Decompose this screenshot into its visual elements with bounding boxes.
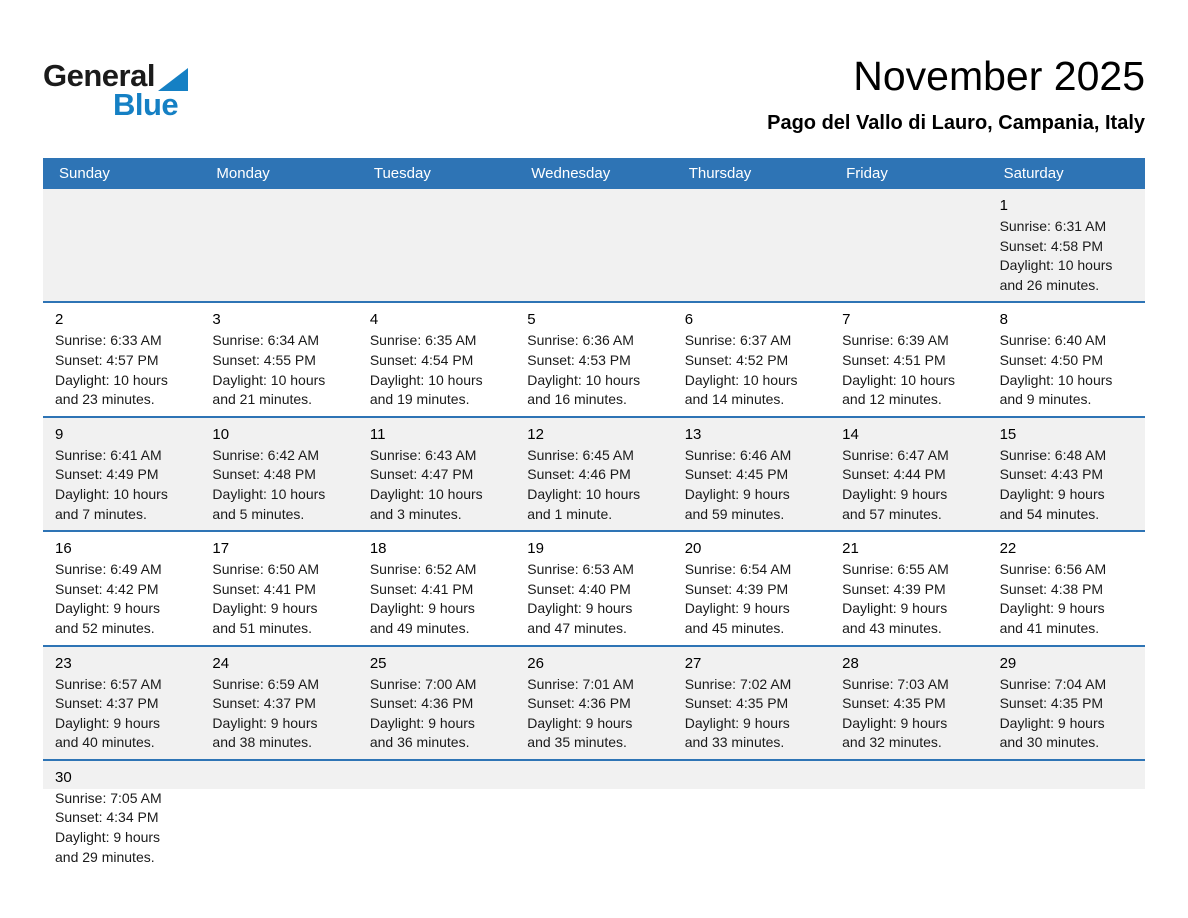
weekday-header-thursday: Thursday (688, 165, 752, 182)
day-number: 13 (684, 425, 702, 443)
empty-day-cell (515, 189, 672, 301)
day-cell-29 (988, 647, 1145, 759)
sunset-text: Sunset: 4:50 PM (999, 351, 1104, 368)
sunrise-text: Sunrise: 6:49 AM (55, 561, 162, 578)
sunset-text: Sunset: 4:34 PM (55, 809, 159, 826)
title-block (767, 46, 1145, 135)
sunrise-text: Sunrise: 6:56 AM (999, 561, 1107, 578)
sunset-text: Sunset: 4:45 PM (684, 466, 789, 483)
sunset-text: Sunset: 4:35 PM (842, 695, 946, 712)
sunrise-text: Sunrise: 6:46 AM (684, 446, 792, 463)
empty-day-cell (200, 761, 357, 883)
weekday-header-monday: Monday (216, 165, 270, 182)
week-row-6 (43, 759, 1145, 883)
calendar-weeks (43, 189, 1145, 883)
day-cell-4 (358, 303, 515, 415)
week-row-1 (43, 189, 1145, 301)
week-row-5 (43, 645, 1145, 759)
empty-day-cell (988, 761, 1145, 883)
sunrise-text: Sunrise: 7:03 AM (842, 675, 949, 692)
daylight-text: Daylight: 10 hours and 19 minutes. (369, 371, 483, 408)
sunrise-text: Sunrise: 7:01 AM (527, 675, 634, 692)
daylight-text: Daylight: 9 hours and 30 minutes. (999, 714, 1105, 751)
sunrise-text: Sunrise: 6:50 AM (212, 561, 320, 578)
sunset-text: Sunset: 4:41 PM (369, 580, 474, 597)
day-number: 21 (842, 540, 859, 558)
daylight-text: Daylight: 9 hours and 59 minutes. (684, 485, 790, 522)
sunrise-text: Sunrise: 6:59 AM (212, 675, 320, 692)
day-number: 4 (369, 311, 379, 329)
day-number: 22 (999, 540, 1017, 558)
month-title: November 2025 (853, 53, 1145, 99)
day-cell-8 (988, 303, 1145, 415)
sunset-text: Sunset: 4:43 PM (999, 466, 1104, 483)
day-cell-23 (43, 647, 200, 759)
empty-day-cell (515, 761, 672, 883)
sunset-text: Sunset: 4:37 PM (55, 695, 159, 712)
sunset-text: Sunset: 4:41 PM (212, 580, 316, 597)
sunrise-text: Sunrise: 6:54 AM (684, 561, 792, 578)
daylight-text: Daylight: 9 hours and 54 minutes. (999, 485, 1105, 522)
day-number: 8 (999, 311, 1008, 329)
day-number: 23 (55, 654, 72, 672)
daylight-text: Daylight: 9 hours and 29 minutes. (55, 829, 161, 865)
daylight-text: Daylight: 9 hours and 47 minutes. (527, 600, 633, 636)
sunset-text: Sunset: 4:44 PM (842, 466, 946, 483)
sunset-text: Sunset: 4:36 PM (527, 695, 631, 712)
day-cell-20 (673, 532, 830, 644)
weekday-header-sunday: Sunday (59, 165, 110, 182)
day-number: 5 (527, 311, 536, 329)
weekday-header-friday: Friday (846, 165, 888, 182)
weekday-header-tuesday: Tuesday (373, 165, 431, 182)
sunset-text: Sunset: 4:47 PM (369, 466, 474, 483)
sunrise-text: Sunrise: 7:00 AM (369, 675, 477, 692)
daylight-text: Daylight: 9 hours and 32 minutes. (842, 714, 948, 751)
sunset-text: Sunset: 4:57 PM (55, 351, 159, 368)
daylight-text: Daylight: 10 hours and 16 minutes. (527, 371, 641, 408)
empty-day-cell (200, 189, 357, 301)
sunrise-text: Sunrise: 6:36 AM (527, 332, 634, 349)
day-number: 26 (527, 654, 544, 672)
week-row-4 (43, 530, 1145, 644)
sunrise-text: Sunrise: 6:40 AM (999, 332, 1107, 349)
weekday-header-saturday: Saturday (1003, 165, 1064, 182)
daylight-text: Daylight: 9 hours and 52 minutes. (55, 600, 161, 636)
day-cell-1 (988, 189, 1145, 301)
sunrise-text: Sunrise: 6:43 AM (369, 446, 477, 463)
day-cell-18 (358, 532, 515, 644)
day-number: 12 (527, 425, 544, 443)
day-cell-24 (200, 647, 357, 759)
daylight-text: Daylight: 9 hours and 36 minutes. (369, 714, 475, 751)
weekday-header-wednesday: Wednesday (531, 165, 611, 182)
daylight-text: Daylight: 9 hours and 38 minutes. (212, 714, 318, 751)
empty-day-cell (673, 761, 830, 883)
sunrise-text: Sunrise: 6:52 AM (369, 561, 477, 578)
sunrise-text: Sunrise: 6:33 AM (55, 332, 162, 349)
sunrise-text: Sunrise: 6:39 AM (842, 332, 949, 349)
daylight-text: Daylight: 10 hours and 26 minutes. (999, 257, 1113, 293)
sunset-text: Sunset: 4:54 PM (369, 351, 474, 368)
sunrise-text: Sunrise: 6:57 AM (55, 675, 162, 692)
day-number: 9 (55, 425, 64, 443)
logo-text-blue: Blue (113, 87, 179, 122)
daylight-text: Daylight: 10 hours and 9 minutes. (999, 371, 1113, 408)
day-number: 14 (842, 425, 859, 443)
day-cell-27 (673, 647, 830, 759)
day-number: 24 (212, 654, 230, 672)
sunset-text: Sunset: 4:36 PM (369, 695, 474, 712)
page-header (43, 46, 1145, 140)
day-cell-7 (830, 303, 987, 415)
sunrise-text: Sunrise: 7:05 AM (55, 789, 162, 806)
day-cell-28 (830, 647, 987, 759)
sunset-text: Sunset: 4:48 PM (212, 466, 316, 483)
daylight-text: Daylight: 10 hours and 12 minutes. (842, 371, 955, 408)
sunset-text: Sunset: 4:39 PM (684, 580, 789, 597)
sunrise-text: Sunrise: 7:04 AM (999, 675, 1107, 692)
day-cell-3 (200, 303, 357, 415)
sunrise-text: Sunrise: 6:45 AM (527, 446, 634, 463)
week-row-2 (43, 301, 1145, 415)
sunrise-text: Sunrise: 6:31 AM (999, 218, 1107, 234)
sunset-text: Sunset: 4:38 PM (999, 580, 1104, 597)
sunrise-text: Sunrise: 6:53 AM (527, 561, 634, 578)
day-cell-13 (673, 418, 830, 530)
day-cell-25 (358, 647, 515, 759)
day-number: 7 (842, 311, 851, 329)
empty-day-cell (830, 189, 987, 301)
sunrise-text: Sunrise: 6:37 AM (684, 332, 792, 349)
weekday-header-row (43, 158, 1145, 189)
day-cell-2 (43, 303, 200, 415)
daylight-text: Daylight: 9 hours and 49 minutes. (369, 600, 475, 636)
empty-day-cell (358, 189, 515, 301)
daylight-text: Daylight: 10 hours and 7 minutes. (55, 485, 168, 522)
daylight-text: Daylight: 10 hours and 1 minute. (527, 485, 641, 522)
sunset-text: Sunset: 4:53 PM (527, 351, 631, 368)
day-number: 11 (369, 425, 386, 443)
sunrise-text: Sunrise: 6:34 AM (212, 332, 320, 349)
day-number: 2 (55, 311, 64, 329)
location-subtitle: Pago del Vallo di Lauro, Campania, Italy (767, 112, 1145, 135)
day-number: 19 (527, 540, 544, 558)
sunrise-text: Sunrise: 6:42 AM (212, 446, 320, 463)
day-cell-10 (200, 418, 357, 530)
day-number: 27 (684, 654, 702, 672)
logo-text-general: General (43, 58, 155, 93)
sunset-text: Sunset: 4:39 PM (842, 580, 946, 597)
day-cell-26 (515, 647, 672, 759)
empty-day-cell (830, 761, 987, 883)
general-blue-logo (43, 46, 188, 120)
daylight-text: Daylight: 9 hours and 41 minutes. (999, 600, 1105, 636)
sunrise-text: Sunrise: 6:47 AM (842, 446, 949, 463)
day-number: 1 (999, 197, 1008, 214)
day-cell-17 (200, 532, 357, 644)
day-number: 17 (212, 540, 230, 558)
daylight-text: Daylight: 9 hours and 45 minutes. (684, 600, 790, 636)
sunrise-text: Sunrise: 7:02 AM (684, 675, 792, 692)
week-row-3 (43, 416, 1145, 530)
sunrise-text: Sunrise: 6:48 AM (999, 446, 1107, 463)
day-cell-14 (830, 418, 987, 530)
sunrise-text: Sunrise: 6:35 AM (369, 332, 477, 349)
sunset-text: Sunset: 4:42 PM (55, 580, 159, 597)
day-cell-22 (988, 532, 1145, 644)
day-cell-9 (43, 418, 200, 530)
day-cell-5 (515, 303, 672, 415)
day-cell-11 (358, 418, 515, 530)
daylight-text: Daylight: 9 hours and 35 minutes. (527, 714, 633, 751)
day-number: 6 (684, 311, 694, 329)
sunset-text: Sunset: 4:58 PM (999, 237, 1104, 254)
day-cell-21 (830, 532, 987, 644)
calendar (43, 158, 1145, 883)
empty-day-cell (358, 761, 515, 883)
day-cell-15 (988, 418, 1145, 530)
sunset-text: Sunset: 4:46 PM (527, 466, 631, 483)
daylight-text: Daylight: 9 hours and 51 minutes. (212, 600, 318, 636)
day-number: 15 (999, 425, 1017, 443)
daylight-text: Daylight: 9 hours and 57 minutes. (842, 485, 948, 522)
daylight-text: Daylight: 9 hours and 33 minutes. (684, 714, 790, 751)
day-number: 30 (55, 768, 72, 786)
sunset-text: Sunset: 4:37 PM (212, 695, 316, 712)
day-cell-16 (43, 532, 200, 644)
day-number: 3 (212, 311, 221, 329)
sunset-text: Sunset: 4:49 PM (55, 466, 159, 483)
empty-day-cell (43, 189, 200, 301)
day-number: 16 (55, 540, 72, 558)
daylight-text: Daylight: 10 hours and 23 minutes. (55, 371, 168, 408)
daylight-text: Daylight: 9 hours and 43 minutes. (842, 600, 948, 636)
day-number: 20 (684, 540, 702, 558)
sunset-text: Sunset: 4:52 PM (684, 351, 789, 368)
day-number: 28 (842, 654, 859, 672)
day-cell-19 (515, 532, 672, 644)
day-number: 29 (999, 654, 1017, 672)
sunrise-text: Sunrise: 6:55 AM (842, 561, 949, 578)
sunset-text: Sunset: 4:51 PM (842, 351, 946, 368)
empty-day-cell (673, 189, 830, 301)
daylight-text: Daylight: 10 hours and 21 minutes. (212, 371, 326, 408)
day-cell-30 (43, 761, 200, 883)
daylight-text: Daylight: 9 hours and 40 minutes. (55, 714, 161, 751)
sunset-text: Sunset: 4:35 PM (999, 695, 1104, 712)
daylight-text: Daylight: 10 hours and 14 minutes. (684, 371, 798, 408)
day-number: 18 (369, 540, 387, 558)
sunset-text: Sunset: 4:35 PM (684, 695, 789, 712)
sunset-text: Sunset: 4:55 PM (212, 351, 316, 368)
day-cell-6 (673, 303, 830, 415)
day-number: 25 (369, 654, 387, 672)
day-number: 10 (212, 425, 230, 443)
sunset-text: Sunset: 4:40 PM (527, 580, 631, 597)
daylight-text: Daylight: 10 hours and 5 minutes. (212, 485, 326, 522)
day-cell-12 (515, 418, 672, 530)
daylight-text: Daylight: 10 hours and 3 minutes. (369, 485, 483, 522)
sunrise-text: Sunrise: 6:41 AM (55, 446, 162, 463)
